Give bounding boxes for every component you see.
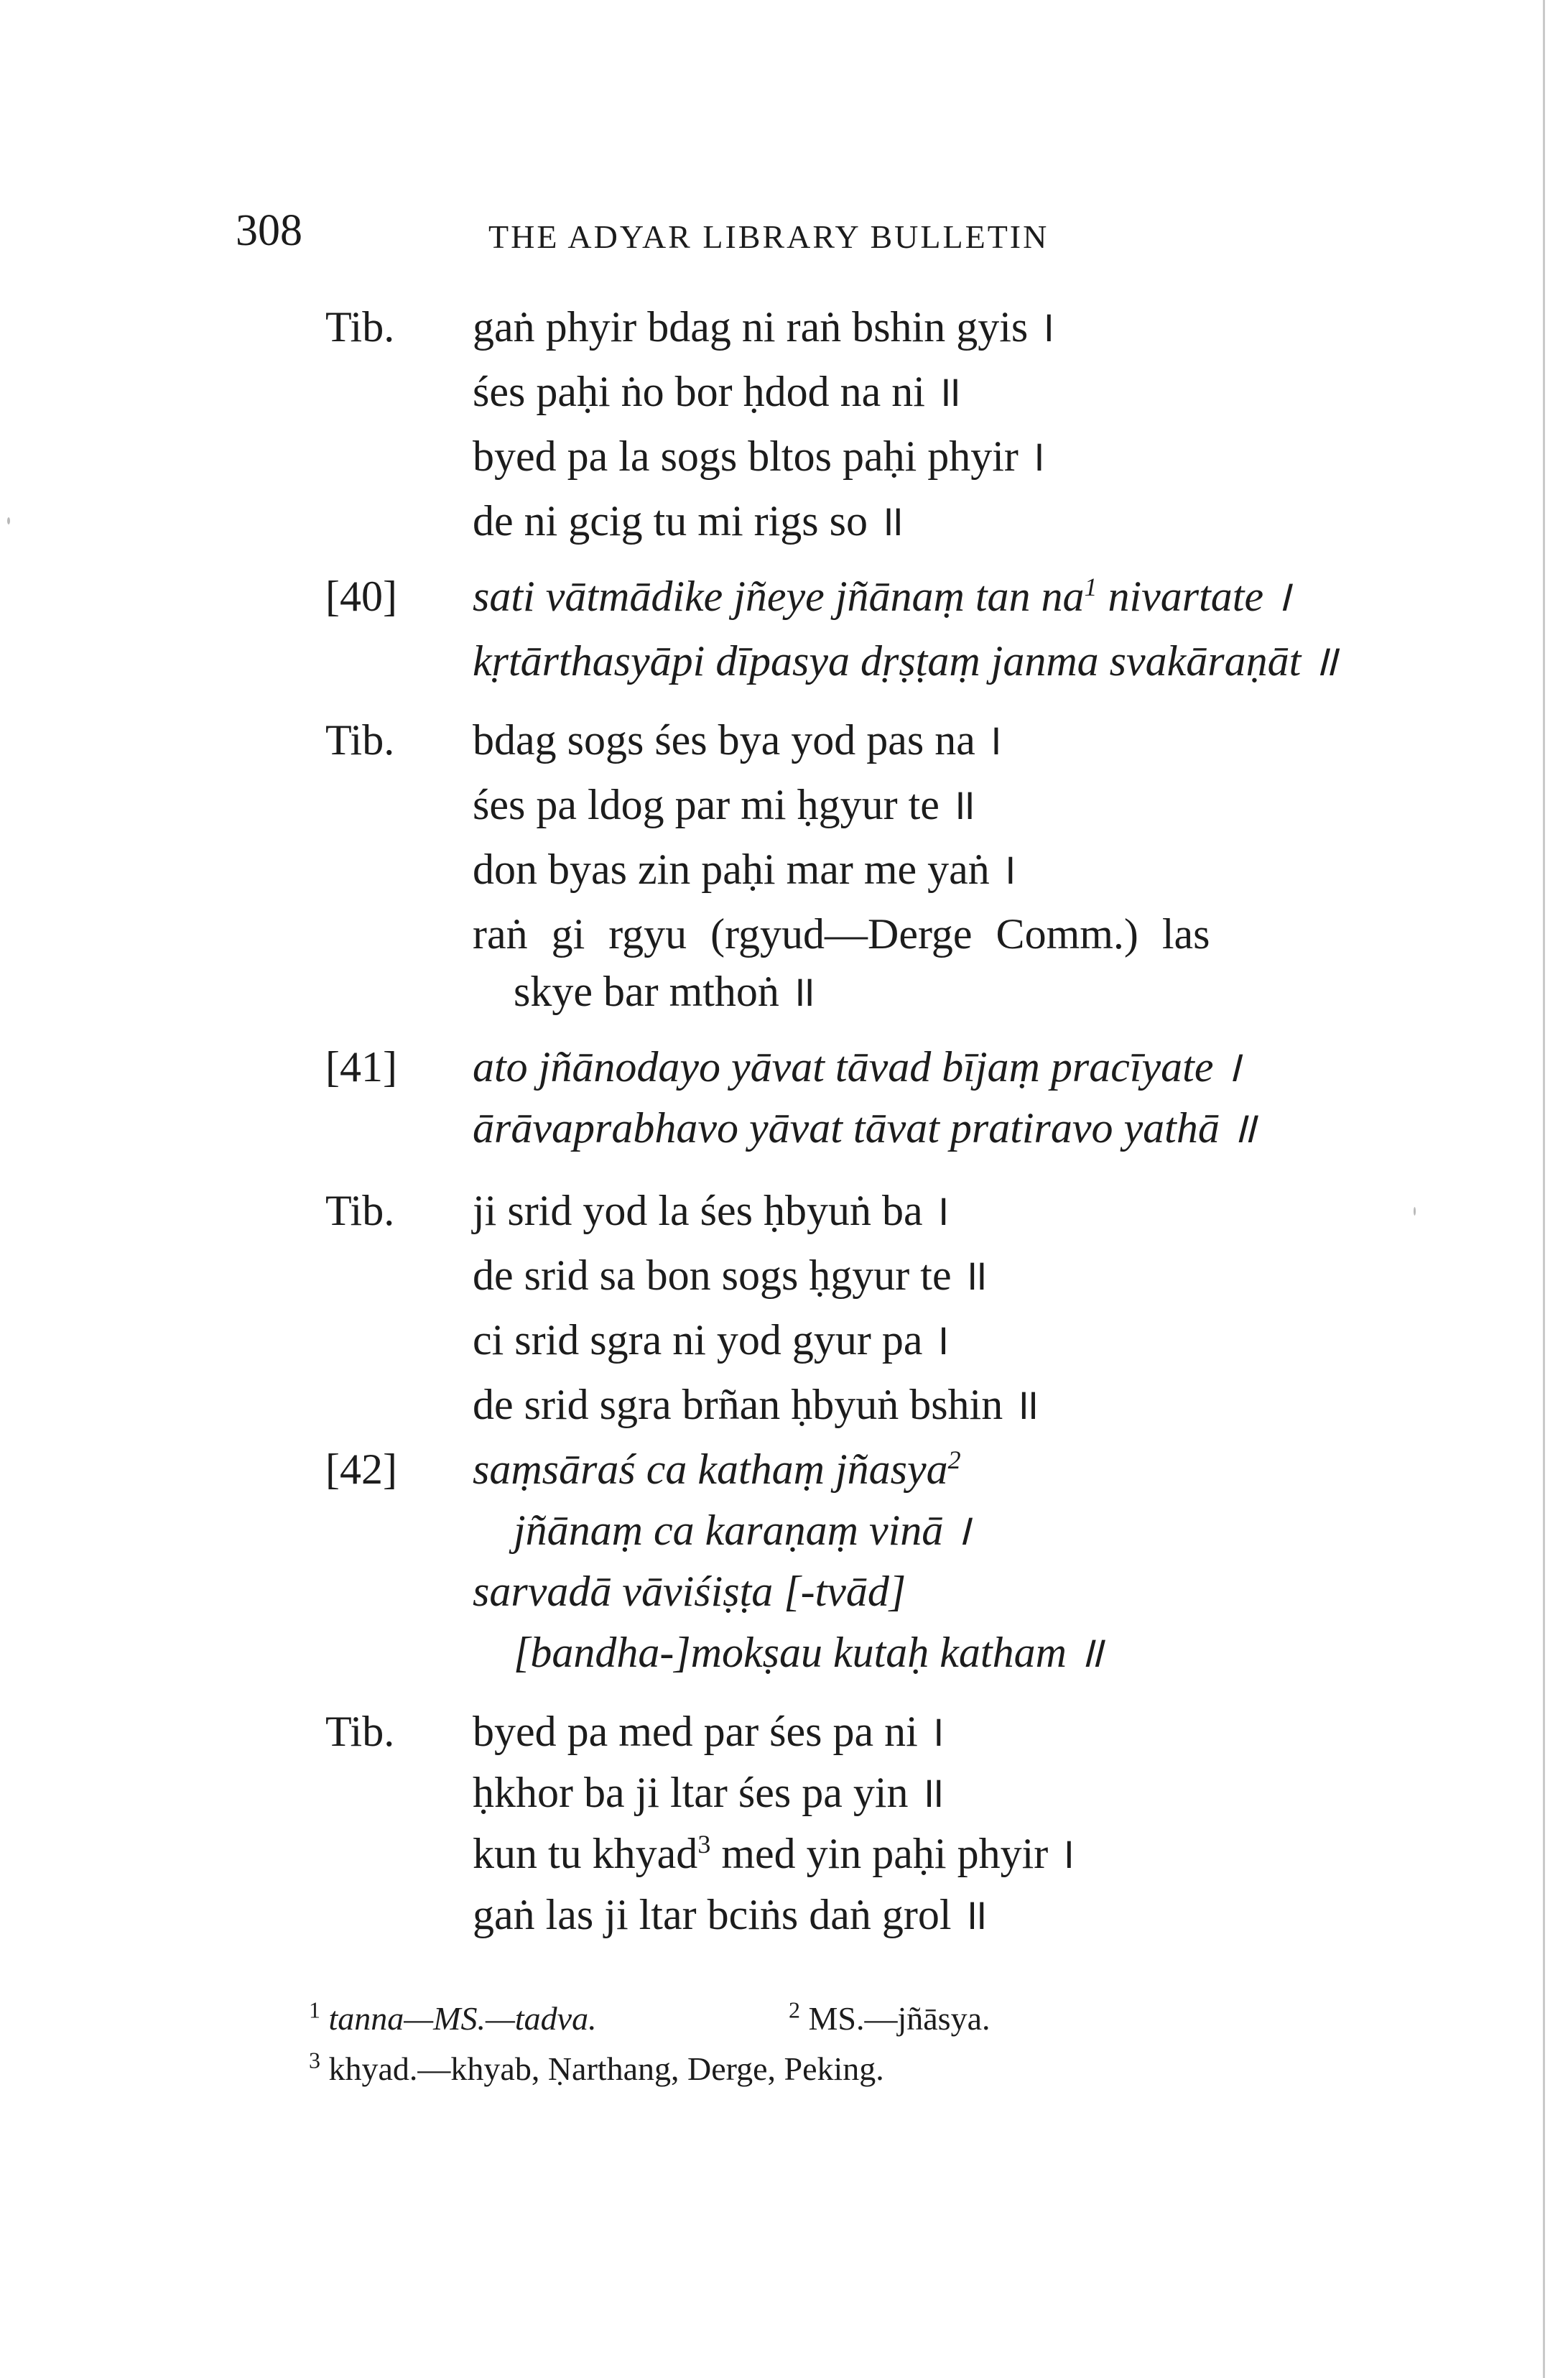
running-title: THE ADYAR LIBRARY BULLETIN	[488, 218, 1049, 255]
sanskrit-text: nivartate ।	[1097, 573, 1291, 620]
sanskrit-text: saṃsāraś ca kathaṃ jñasya	[473, 1445, 948, 1493]
sanskrit-line: kṛtārthasyāpi dīpasya dṛṣṭaṃ janma svakāraṇāt ॥	[473, 637, 1338, 685]
scan-edge-line	[1543, 0, 1545, 2378]
page-number: 308	[236, 206, 302, 255]
footnote-2	[789, 1997, 991, 2040]
verse-line: ci srid sgra ni yod gyur pa ।	[473, 1316, 950, 1364]
scan-speck	[7, 517, 10, 524]
verse-line: raṅ gi rgyu (rgyud—Derge Comm.) las	[473, 910, 1210, 958]
sanskrit-line	[473, 571, 1291, 621]
footnote-ref: 2	[947, 1445, 961, 1474]
footnote-mark: 1	[309, 1997, 320, 2023]
footnote-ref: 3	[697, 1830, 711, 1859]
footnote-text: MS.—jñāsya.	[808, 2000, 991, 2037]
sanskrit-line: jñānaṃ ca karaṇaṃ vinā ।	[514, 1507, 970, 1554]
verse-text: kun tu khyad	[473, 1830, 698, 1877]
verse-line: śes paḥi ṅo bor ḥdod na ni ॥	[473, 368, 962, 415]
verse-text: med yin paḥi phyir ।	[710, 1830, 1075, 1877]
footnote-text: tanna—MS.—tadva.	[328, 2000, 597, 2037]
footnote-mark: 2	[789, 1997, 800, 2023]
footnote-text: khyad.—khyab, Ṇarthang, Derge, Peking.	[328, 2050, 884, 2087]
verse-label: Tib.	[325, 1187, 395, 1234]
verse-line: byed pa med par śes pa ni ।	[473, 1708, 945, 1755]
verse-number: [41]	[325, 1043, 397, 1091]
verse-line: de ni gcig tu mi rigs so ॥	[473, 497, 904, 545]
sanskrit-line	[473, 1444, 961, 1494]
footnote-mark: 3	[309, 2047, 320, 2073]
verse-line: don byas zin paḥi mar me yaṅ ।	[473, 846, 1017, 893]
scan-speck	[1414, 1207, 1416, 1216]
sanskrit-line: ārāvaprabhavo yāvat tāvat pratiravo yathā ॥	[473, 1104, 1256, 1152]
verse-line: ḥkhor ba ji ltar śes pa yin ॥	[473, 1769, 945, 1816]
sanskrit-line: ato jñānodayo yāvat tāvad bījaṃ pracīyate ।	[473, 1043, 1241, 1091]
sanskrit-line: sarvadā vāviśiṣṭa [-tvād]	[473, 1568, 906, 1615]
verse-line: byed pa la sogs bltos paḥi phyir ।	[473, 432, 1046, 480]
verse-line: ji srid yod la śes ḥbyuṅ ba ।	[473, 1187, 950, 1234]
verse-line: gaṅ las ji ltar bciṅs daṅ grol ॥	[473, 1891, 988, 1938]
verse-line: bdag sogs śes bya yod pas na ।	[473, 716, 1003, 764]
verse-line: de srid sa bon sogs ḥgyur te ॥	[473, 1252, 988, 1299]
verse-line	[473, 1828, 1075, 1879]
verse-line: de srid sgra brñan ḥbyuṅ bshin ॥	[473, 1381, 1040, 1428]
footnote-1	[309, 1997, 597, 2040]
verse-number: [40]	[325, 573, 397, 620]
sanskrit-line: [bandha-]mokṣau kutaḥ katham ॥	[514, 1629, 1103, 1676]
verse-number: [42]	[325, 1445, 397, 1493]
sanskrit-text: sati vātmādike jñeye jñānaṃ tan na	[473, 573, 1085, 620]
footnote-ref: 1	[1084, 573, 1098, 601]
verse-line: gaṅ phyir bdag ni raṅ bshin gyis ।	[473, 303, 1055, 351]
verse-label: Tib.	[325, 303, 395, 351]
footnote-3	[309, 2048, 884, 2091]
verse-line: śes pa ldog par mi ḥgyur te ॥	[473, 781, 976, 828]
verse-label: Tib.	[325, 1708, 395, 1755]
verse-label: Tib.	[325, 716, 395, 764]
verse-line: skye bar mthoṅ ॥	[514, 968, 816, 1015]
